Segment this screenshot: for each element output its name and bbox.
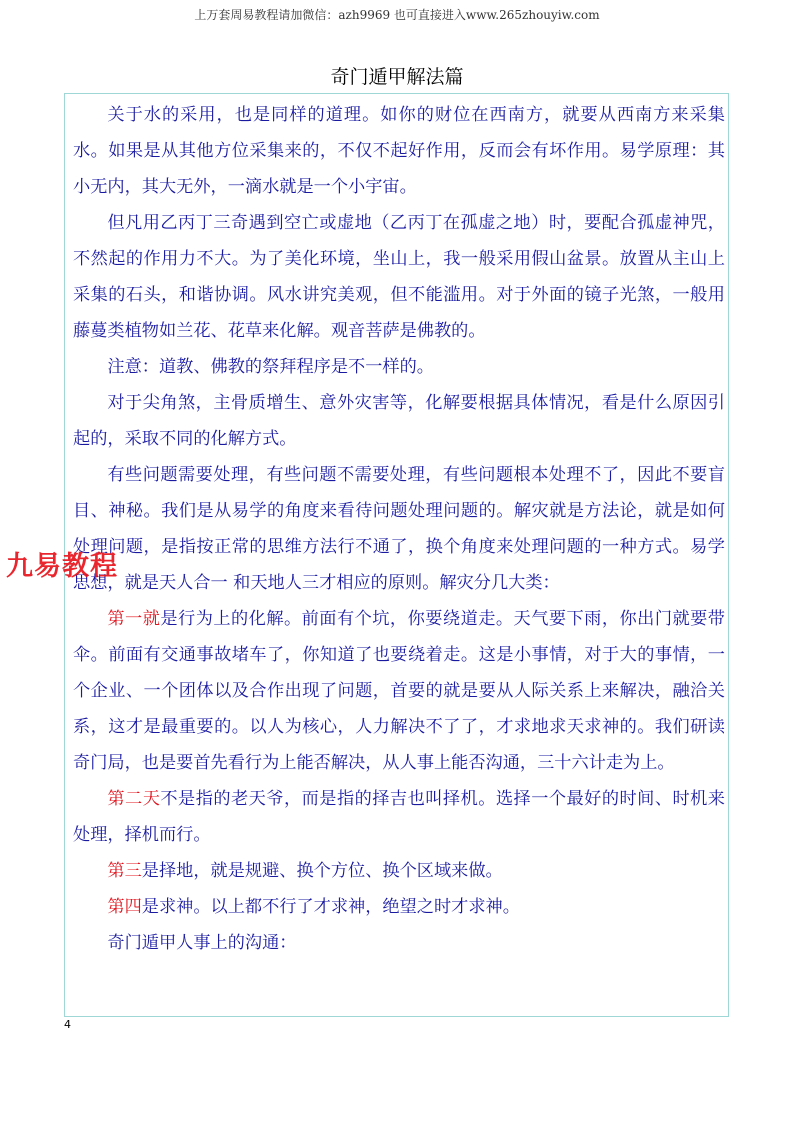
paragraph-text: 奇门遁甲人事上的沟通： [107, 933, 297, 953]
document-body [73, 97, 725, 961]
paragraph-communication-heading [73, 925, 725, 961]
paragraph-fourth-category [73, 889, 725, 925]
top-banner: 上万套周易教程请加微信：azh9969 也可直接进入www.265zhouyiw.com [194, 8, 600, 22]
paragraph-problem-handling [73, 457, 725, 601]
category-lead-third: 第三 [107, 861, 142, 881]
watermark-logo: 九易教程 [6, 551, 118, 582]
paragraph-three-qi [73, 205, 725, 349]
paragraph-text: 是求神。以上都不行了才求神，绝望之时才求神。 [141, 897, 520, 917]
paragraph-second-category [73, 781, 725, 853]
document-title: 奇门遁甲解法篇 [330, 66, 464, 88]
paragraph-note [73, 349, 725, 385]
paragraph-text: 但凡用乙丙丁三奇遇到空亡或虚地（乙丙丁在孤虚之地）时，要配合孤虚神咒，不然起的作用力不大。为了美化环境，坐山上，我一般采用假山盆景。放置从主山上采集的石头，和谐协调。风水讲究美观，但不能滥用。对于外面的镜子光煞，一般用藤蔓类植物如兰花、花草来化解。观音菩萨是佛教的。 [73, 213, 725, 341]
paragraph-text: 对于尖角煞，主骨质增生、意外灾害等，化解要根据具体情况，看是什么原因引起的，采取不同的化解方式。 [73, 393, 725, 449]
paragraph-text: 注意：道教、佛教的祭拜程序是不一样的。 [107, 357, 434, 377]
paragraph-text: 是择地，就是规避、换个方位、换个区域来做。 [141, 861, 503, 881]
paragraph-first-category [73, 601, 725, 781]
paragraph-sharp-corner [73, 385, 725, 457]
category-lead-fourth: 第四 [107, 897, 142, 917]
paragraph-text: 关于水的采用，也是同样的道理。如你的财位在西南方，就要从西南方来采集水。如果是从其他方位采集来的，不仅不起好作用，反而会有坏作用。易学原理：其小无内，其大无外，一滴水就是一个小宇宙。 [73, 105, 725, 197]
paragraph-text: 不是指的老天爷，而是指的择吉也叫择机。选择一个最好的时间、时机来处理，择机而行。 [73, 789, 725, 845]
category-lead-first: 第一就 [107, 609, 161, 629]
paragraph-text: 是行为上的化解。前面有个坑，你要绕道走。天气要下雨，你出门就要带伞。前面有交通事故堵车了，你知道了也要绕着走。这是小事情，对于大的事情，一个企业、一个团体以及合作出现了问题，首要的就是要从人际关系上来解决，融洽关系，这才是最重要的。以人为核心，人力解决不了了，才求地求天求神的。我们研读奇门局，也是要首先看行为上能否解决，从人事上能否沟通，三十六计走为上。 [73, 609, 725, 773]
paragraph-water-collection [73, 97, 725, 205]
category-lead-second: 第二天 [107, 789, 161, 809]
paragraph-text: 有些问题需要处理，有些问题不需要处理，有些问题根本处理不了，因此不要盲目、神秘。我们是从易学的角度来看待问题处理问题的。解灾就是方法论，就是如何处理问题，是指按正常的思维方法行不通了，换个角度来处理问题的一种方式。易学思想，就是天人合一 和天地人三才相应的原则。解灾分几大类： [73, 465, 725, 593]
paragraph-third-category [73, 853, 725, 889]
page-number: 4 [64, 1018, 71, 1031]
